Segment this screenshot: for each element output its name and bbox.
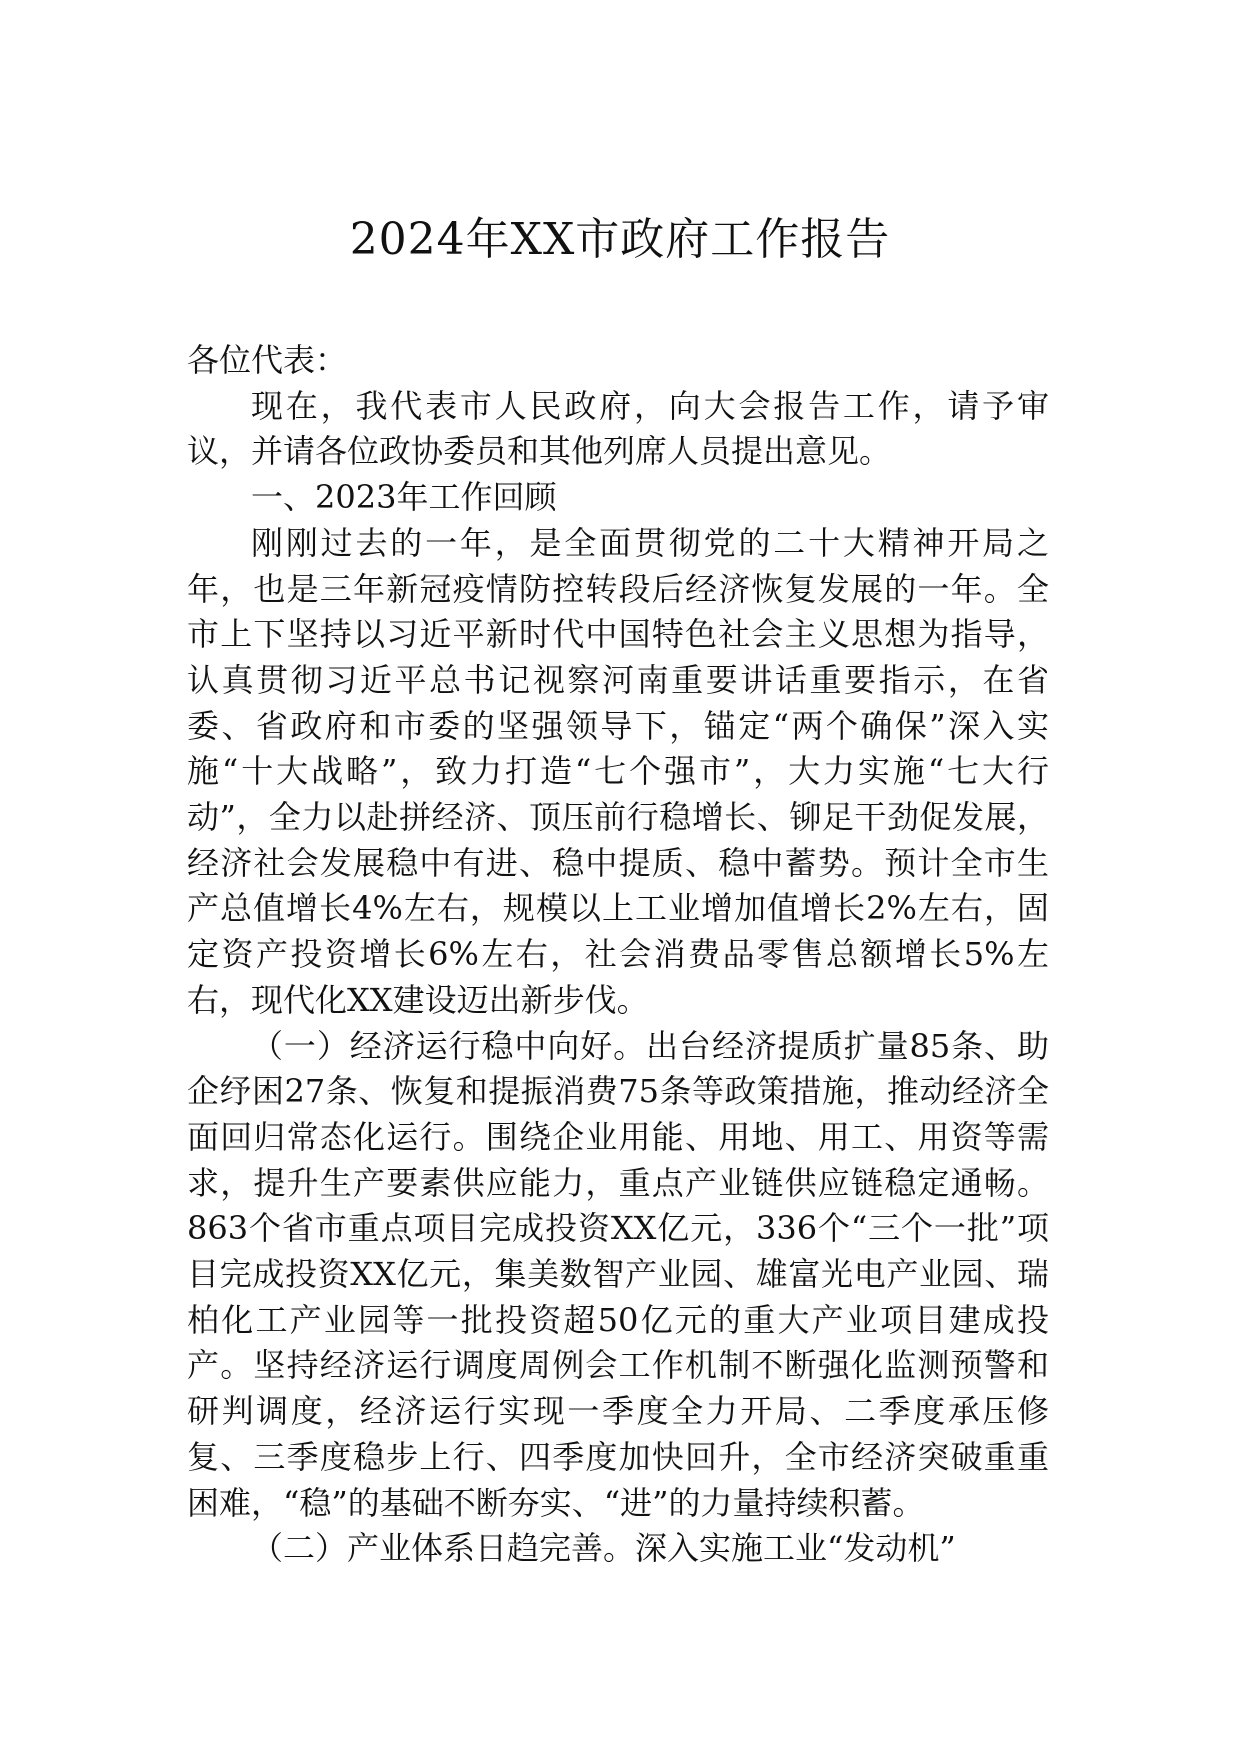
paragraph-intro: 现在，我代表市人民政府，向大会报告工作，请予审议，并请各位政协委员和其他列席人员提出意见。 bbox=[187, 386, 1049, 471]
section-heading-review: 一、2023年工作回顾 bbox=[251, 478, 557, 517]
document-title: 2024年XX市政府工作报告 bbox=[349, 214, 891, 265]
salutation: 各位代表： bbox=[187, 341, 348, 379]
paragraph-economy: （一）经济运行稳中向好。出台经济提质扩量85条、助企纾困27条、恢复和提振消费75条等政策措施，推动经济全面回归常态化运行。围绕企业用能、用地、用工、用资等需求，提升生产要素供应能力，重点产业链供应链稳定通畅。863个省市重点项目完成投资XX亿元，336个“三个一批”项目完成投资XX亿元，集美数智产业园、雄富光电产业园、瑞柏化工产业园等一批投资超50亿元的重大产业项目建成投产。坚持经济运行调度周例会工作机制不断强化监测预警和研判调度，经济运行实现一季度全力开局、二季度承压修复、三季度稳步上行、四季度加快回升，全市经济突破重重困难，“稳”的基础不断夯实、“进”的力量持续积蓄。 bbox=[187, 1026, 1049, 1522]
document-body bbox=[187, 338, 1049, 1572]
paragraph-overview: 刚刚过去的一年，是全面贯彻党的二十大精神开局之年，也是三年新冠疫情防控转段后经济恢复发展的一年。全市上下坚持以习近平新时代中国特色社会主义思想为指导，认真贯彻习近平总书记视察河南重要讲话重要指示，在省委、省政府和市委的坚强领导下，锚定“两个确保”深入实施“十大战略”，致力打造“七个强市”，大力实施“七大行动”，全力以赴拼经济、顶压前行稳增长、铆足干劲促发展，经济社会发展稳中有进、稳中提质、稳中蓄势。预计全市生产总值增长4%左右，规模以上工业增加值增长2%左右，固定资产投资增长6%左右，社会消费品零售总额增长5%左右，现代化XX建设迈出新步伐。 bbox=[187, 523, 1049, 1019]
paragraph-industry: （二）产业体系日趋完善。深入实施工业“发动机” bbox=[251, 1529, 956, 1568]
